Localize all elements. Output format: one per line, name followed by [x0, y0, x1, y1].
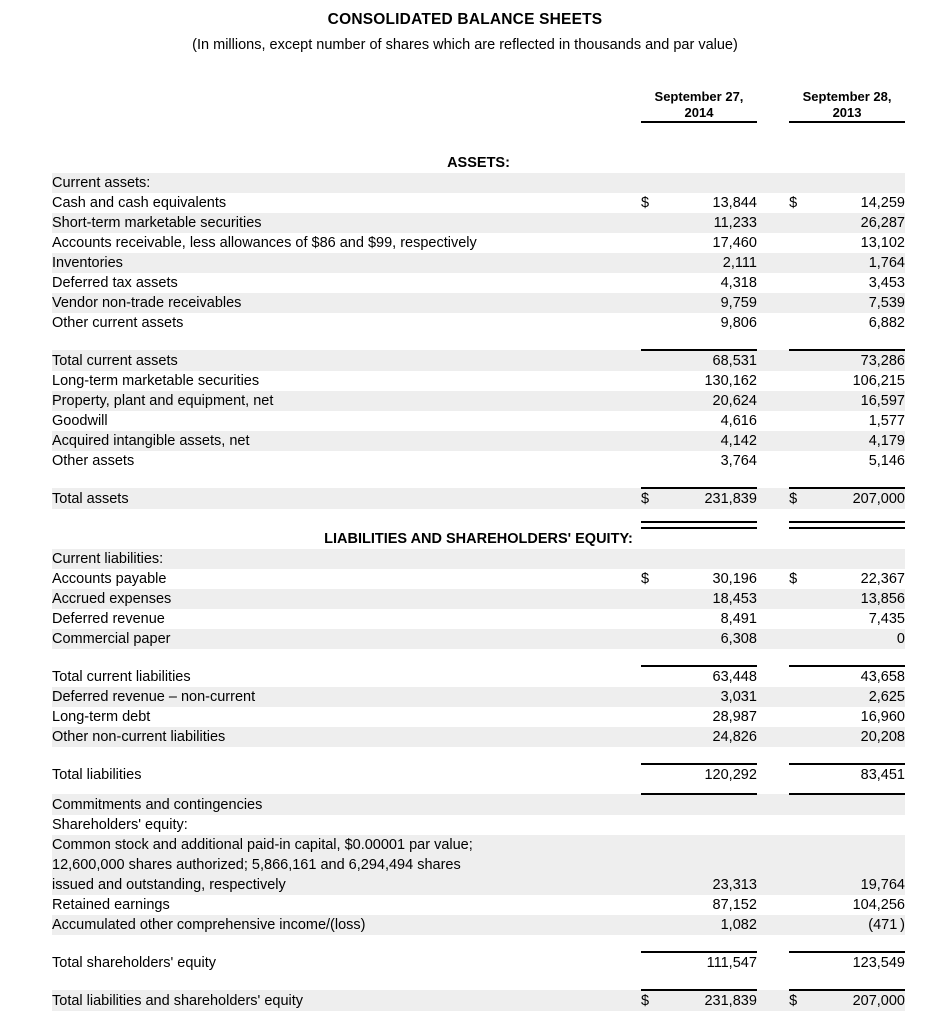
current-assets-header: Current assets:	[52, 173, 641, 193]
row-value-2013: 19,764	[813, 875, 905, 895]
row-label: Total shareholders' equity	[52, 955, 216, 971]
row-value-2013: 104,256	[852, 897, 905, 913]
row-label: Accrued expenses	[52, 589, 641, 609]
table-row	[52, 687, 905, 707]
row-value-2014: 1,082	[665, 915, 757, 935]
double-rule-2013	[789, 509, 905, 529]
row-label: Long-term marketable securities	[52, 373, 260, 389]
row-label: Commercial paper	[52, 629, 641, 649]
row-value-2014: 24,826	[665, 727, 757, 747]
row-label: Retained earnings	[52, 897, 170, 913]
row-label: Deferred tax assets	[52, 275, 178, 291]
row-value-2014: 231,839	[665, 990, 757, 1011]
shareholders-equity-header-row	[52, 815, 905, 835]
row-value-2013: 16,597	[813, 391, 905, 411]
currency-symbol: $	[641, 488, 665, 509]
row-label: Total assets	[52, 488, 641, 509]
row-value-2014: 11,233	[665, 213, 757, 233]
row-label: Deferred revenue – non-current	[52, 687, 641, 707]
rule-under-total-liabilities-2013	[789, 785, 905, 794]
row-value-2014: 130,162	[704, 373, 757, 389]
column-header-2013	[789, 89, 905, 122]
table-row	[52, 915, 905, 935]
row-value-2014: 9,759	[665, 293, 757, 313]
table-row-total	[52, 952, 905, 973]
row-label: Goodwill	[52, 413, 108, 429]
commitments-label: Commitments and contingencies	[52, 794, 641, 815]
row-value-2013: 4,179	[813, 431, 905, 451]
spacer-row	[52, 935, 905, 952]
row-label: Other non-current liabilities	[52, 727, 641, 747]
currency-symbol: $	[789, 571, 798, 587]
table-row	[52, 855, 905, 875]
row-label: Inventories	[52, 253, 641, 273]
row-value-2013: 2,625	[813, 687, 905, 707]
row-value-2013: 73,286	[813, 350, 905, 371]
header-gap	[757, 89, 789, 122]
table-row	[52, 794, 905, 815]
current-liabilities-header-row	[52, 549, 905, 569]
row-value-2013: 22,367	[860, 571, 905, 587]
table-row	[52, 391, 905, 411]
table-row-total	[52, 990, 905, 1011]
table-row-total	[52, 488, 905, 509]
row-value-2013: 1,764	[813, 253, 905, 273]
period1-line2: 2014	[684, 105, 714, 120]
row-label: Total current assets	[52, 350, 641, 371]
table-row	[52, 431, 905, 451]
row-label: Other assets	[52, 453, 135, 469]
row-value-2014: 20,624	[665, 391, 757, 411]
row-value-2013: 3,453	[868, 275, 905, 291]
currency-symbol: $	[641, 571, 650, 587]
row-label: Total liabilities and shareholders' equity	[52, 990, 641, 1011]
current-liabilities-header: Current liabilities:	[52, 549, 641, 569]
current-assets-header-row	[52, 173, 905, 193]
row-value-2013: 5,146	[868, 453, 905, 469]
table-row	[52, 727, 905, 747]
row-value-2013: 16,960	[860, 709, 905, 725]
liabilities-section-header: LIABILITIES AND SHAREHOLDERS' EQUITY:	[324, 531, 633, 547]
row-label: Long-term debt	[52, 709, 151, 725]
row-label: Acquired intangible assets, net	[52, 431, 641, 451]
currency-symbol: $	[789, 990, 813, 1011]
table-row	[52, 193, 905, 213]
row-value-2013: 123,549	[813, 952, 905, 973]
period2-line1: September 28,	[802, 89, 892, 104]
double-rule-row	[52, 509, 905, 529]
row-value-2014: 4,616	[720, 413, 757, 429]
row-value-2014: 68,531	[665, 350, 757, 371]
currency-symbol: $	[641, 195, 650, 211]
period1-line1: September 27,	[654, 89, 744, 104]
common-stock-line-2: 12,600,000 shares authorized; 5,866,161 and 6,294,494 shares	[52, 855, 641, 875]
table-row	[52, 411, 905, 431]
row-label: Deferred revenue	[52, 611, 165, 627]
row-value-2013: 6,882	[868, 315, 905, 331]
double-rule-2014	[641, 509, 757, 529]
common-stock-line-1: Common stock and additional paid-in capital, $0.00001 par value;	[52, 835, 641, 855]
row-value-2014: 231,839	[665, 488, 757, 509]
shareholders-equity-header: Shareholders' equity:	[52, 817, 188, 833]
row-label: Accumulated other comprehensive income/(loss)	[52, 915, 641, 935]
assets-section-header: ASSETS:	[447, 155, 510, 171]
table-row	[52, 293, 905, 313]
table-row	[52, 569, 905, 589]
row-value-2014: 18,453	[665, 589, 757, 609]
table-row	[52, 707, 905, 727]
row-value-2013: 26,287	[813, 213, 905, 233]
table-row	[52, 213, 905, 233]
spacer-row	[52, 471, 905, 488]
table-row	[52, 875, 905, 895]
table-row	[52, 371, 905, 391]
spacer-row	[52, 973, 905, 990]
balance-sheet-table	[52, 89, 905, 1011]
row-value-2014: 9,806	[720, 315, 757, 331]
currency-symbol: $	[789, 195, 798, 211]
table-row	[52, 253, 905, 273]
row-value-2013: 0	[813, 629, 905, 649]
row-value-2013: 43,658	[813, 666, 905, 687]
row-label: issued and outstanding, respectively	[52, 875, 641, 895]
row-value-2013: 7,435	[868, 611, 905, 627]
spacer-row	[52, 333, 905, 350]
row-label: Cash and cash equivalents	[52, 195, 227, 211]
page-subtitle: (In millions, except number of shares which are reflected in thousands and par value)	[192, 37, 738, 53]
row-value-2014: 3,764	[720, 453, 757, 469]
spacer-row	[52, 649, 905, 666]
table-row	[52, 273, 905, 293]
row-value-2013: 207,000	[813, 488, 905, 509]
table-row-total	[52, 764, 905, 785]
table-row	[52, 589, 905, 609]
row-value-2013: 106,215	[852, 373, 905, 389]
table-row	[52, 233, 905, 253]
row-value-2014: 28,987	[712, 709, 757, 725]
row-value-2013: 207,000	[813, 990, 905, 1011]
liabilities-section-header-row	[52, 529, 905, 549]
row-value-2014: 4,142	[665, 431, 757, 451]
table-row-total	[52, 666, 905, 687]
row-label: Short-term marketable securities	[52, 213, 641, 233]
table-row	[52, 835, 905, 855]
row-label: Other current assets	[52, 315, 184, 331]
row-value-2013: 13,102	[860, 235, 905, 251]
row-value-2014: 2,111	[665, 253, 757, 273]
row-value-2013: (471 )	[813, 915, 905, 935]
page-title: CONSOLIDATED BALANCE SHEETS	[327, 11, 603, 28]
header-spacer	[52, 89, 641, 122]
row-value-2014: 13,844	[712, 195, 757, 211]
column-header-row	[52, 89, 905, 122]
row-value-2014: 23,313	[665, 875, 757, 895]
row-value-2014: 4,318	[720, 275, 757, 291]
row-value-2014: 120,292	[665, 764, 757, 785]
row-value-2014: 30,196	[712, 571, 757, 587]
row-label: Accounts payable	[52, 571, 167, 587]
spacer-row	[52, 785, 905, 794]
row-value-2014: 6,308	[665, 629, 757, 649]
row-label: Accounts receivable, less allowances of $86 and $99, respectively	[52, 235, 477, 251]
table-row	[52, 313, 905, 333]
currency-symbol: $	[789, 488, 813, 509]
row-value-2013: 1,577	[868, 413, 905, 429]
row-value-2014: 3,031	[665, 687, 757, 707]
row-label: Vendor non-trade receivables	[52, 293, 641, 313]
table-row	[52, 895, 905, 915]
row-value-2013: 7,539	[813, 293, 905, 313]
table-row	[52, 629, 905, 649]
column-header-2014	[641, 89, 757, 122]
row-value-2014: 8,491	[720, 611, 757, 627]
table-row	[52, 609, 905, 629]
row-label: Property, plant and equipment, net	[52, 391, 641, 411]
row-value-2014: 87,152	[712, 897, 757, 913]
spacer-row	[52, 747, 905, 764]
rule-under-total-liabilities-2014	[641, 785, 757, 794]
row-value-2013: 14,259	[860, 195, 905, 211]
table-row-total	[52, 350, 905, 371]
spacer-row	[52, 122, 905, 153]
row-value-2013: 20,208	[813, 727, 905, 747]
period2-line2: 2013	[832, 105, 862, 120]
currency-symbol: $	[641, 990, 665, 1011]
row-value-2013: 13,856	[813, 589, 905, 609]
row-value-2014: 63,448	[665, 666, 757, 687]
row-label: Total current liabilities	[52, 669, 191, 685]
assets-section-header-row	[52, 153, 905, 173]
table-row	[52, 451, 905, 471]
row-value-2013: 83,451	[813, 764, 905, 785]
row-value-2014: 17,460	[712, 235, 757, 251]
row-label: Total liabilities	[52, 767, 142, 783]
row-value-2014: 111,547	[665, 952, 757, 973]
